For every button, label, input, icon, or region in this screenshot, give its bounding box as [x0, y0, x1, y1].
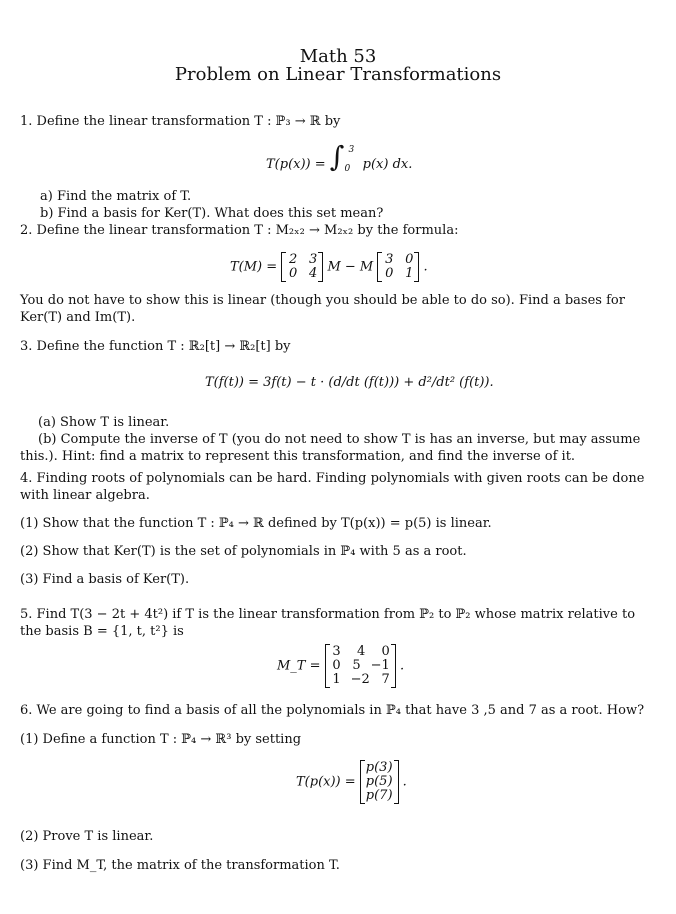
- problem-5-formula: M_T = 3 4 0 0 5 −1 1 −2 7 .: [277, 644, 405, 687]
- vector-T: [360, 760, 399, 804]
- matrix-cell: 4: [309, 266, 318, 281]
- matrix-cell: −1: [370, 658, 390, 673]
- matrix-cell: 3: [309, 252, 318, 267]
- formula-rhs: p(x) dx.: [362, 157, 413, 172]
- vector-entry: p(7): [365, 788, 393, 803]
- problem-1-intro: 1. Define the linear transformation T : ℙ₃ → ℝ by: [20, 114, 341, 129]
- matrix-B: [377, 252, 419, 282]
- integral-limits: [344, 142, 359, 178]
- matrix-cell: 2: [289, 252, 298, 267]
- vector-entry: p(5): [365, 774, 393, 789]
- matrix-cell: 1: [332, 672, 341, 687]
- formula-lhs: T(M) =: [230, 259, 278, 275]
- problem-6-q3: (3) Find M_T, the matrix of the transformation T.: [20, 858, 340, 873]
- problem-6-formula: T(p(x)) = p(3) p(5) p(7) .: [296, 760, 407, 803]
- vector-entry-row: [366, 761, 393, 775]
- problem-4-q2: (2) Show that Ker(T) is the set of polynomials in ℙ₄ with 5 as a root.: [20, 544, 467, 559]
- matrix-cell: 0: [381, 644, 390, 659]
- formula-lhs: T(p(x)) =: [266, 157, 326, 172]
- problem-6-intro: 6. We are going to find a basis of all the polynomials in ℙ₄ that have 3 ,5 and 7 as a root. How?: [20, 703, 645, 718]
- problem-6-q1: (1) Define a function T : ℙ₄ → ℝ³ by setting: [20, 732, 302, 747]
- matrix-row: [383, 267, 413, 281]
- problem-2-formula: T(M) = 2 3 0 4 M − M 3 0 0 1 .: [230, 252, 428, 281]
- problem-5-intro: 5. Find T(3 − 2t + 4t²) if T is the linear transformation from ℙ₂ to ℙ₂ whose matrix relative to the basis B = {1, t, t²} is: [20, 607, 636, 639]
- matrix-cell: −2: [350, 672, 370, 687]
- matrix-cell: 1: [405, 266, 414, 281]
- problem-4-intro: 4. Finding roots of polynomials can be hard. Finding polynomials with given roots can be done with linear algebra.: [20, 471, 645, 503]
- matrix-cell: 0: [405, 252, 414, 267]
- matrix-cell: 5: [352, 658, 361, 673]
- problem-4-q1: (1) Show that the function T : ℙ₄ → ℝ defined by T(p(x)) = p(5) is linear.: [20, 516, 492, 531]
- vector-entry: p(3): [365, 760, 393, 775]
- matrix-cell: 0: [385, 266, 394, 281]
- course-title: Math 53: [299, 46, 377, 67]
- formula-lhs: T(p(x)) =: [296, 774, 356, 790]
- matrix-cell: 0: [289, 266, 298, 281]
- problem-1a: a) Find the matrix of T.: [40, 189, 192, 204]
- problem-2-note: You do not have to show this is linear (though you should be able to do so). Find a bases for Ker(T) and Im(T).: [20, 293, 625, 325]
- formula-mid: M − M: [327, 259, 374, 275]
- integral-lower: 0: [344, 164, 351, 174]
- matrix-row: [287, 253, 317, 267]
- page-title: Problem on Linear Transformations: [174, 64, 502, 85]
- problem-6-q2: (2) Prove T is linear.: [20, 829, 154, 844]
- problem-1b: b) Find a basis for Ker(T). What does this set mean?: [40, 206, 384, 221]
- vector-entry-row: [366, 789, 393, 803]
- matrix-cell: 3: [332, 644, 341, 659]
- matrix-row: [331, 673, 390, 687]
- problem-3a: (a) Show T is linear.: [38, 415, 170, 430]
- problem-3-intro: 3. Define the function T : ℝ₂[t] → ℝ₂[t] by: [20, 339, 291, 354]
- matrix-row: [331, 659, 390, 673]
- problem-3-formula: T(f(t)) = 3f(t) − t · (d/dt (f(t))) + d²/dt² (f(t)).: [205, 375, 494, 390]
- vector-entry-row: [366, 775, 393, 789]
- problem-2-intro: 2. Define the linear transformation T : M₂ₓ₂ → M₂ₓ₂ by the formula:: [20, 223, 459, 238]
- matrix-cell: 4: [356, 644, 366, 659]
- matrix-cell: 0: [332, 658, 341, 673]
- integral-sign: ∫: [329, 140, 345, 173]
- problem-1-formula: [266, 142, 412, 182]
- matrix-A: [281, 252, 323, 282]
- problem-4-q3: (3) Find a basis of Ker(T).: [20, 572, 190, 587]
- matrix-MT: [325, 644, 396, 688]
- problem-3b: (b) Compute the inverse of T (you do not need to show T is has an inverse, but may assume this.). Hint: find a matrix to represent this transformation, and find the inverse of it.: [20, 432, 641, 464]
- integral-upper: 3: [348, 145, 355, 155]
- matrix-row: [287, 267, 317, 281]
- matrix-row: [383, 253, 413, 267]
- matrix-row: [331, 645, 390, 659]
- matrix-cell: 7: [381, 672, 390, 687]
- formula-lhs: M_T =: [277, 658, 321, 674]
- matrix-cell: 3: [385, 252, 394, 267]
